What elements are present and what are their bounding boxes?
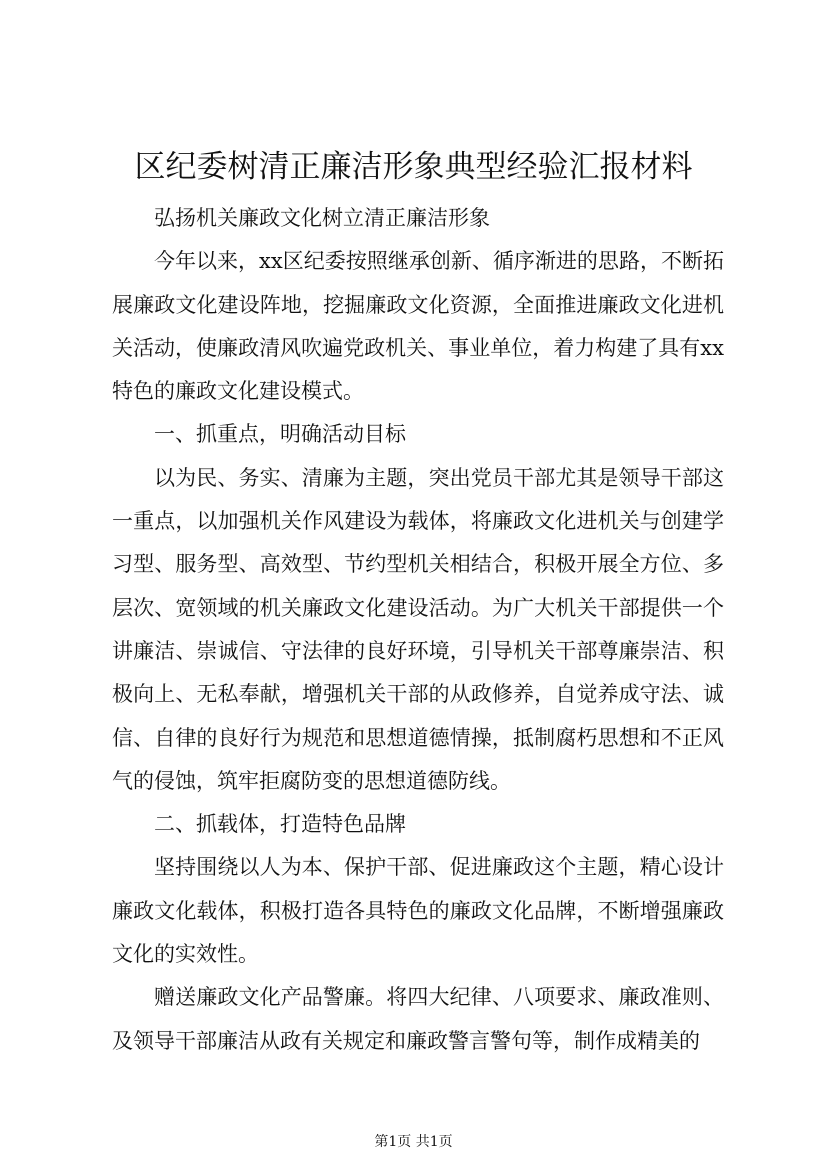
section-heading: 二、抓载体，打造特色品牌 <box>154 812 406 837</box>
subtitle-paragraph: 弘扬机关廉政文化树立清正廉洁形象 <box>154 206 490 230</box>
section-heading: 一、抓重点，明确活动目标 <box>154 422 406 447</box>
document-title: 区纪委树清正廉洁形象典型经验汇报材料 <box>134 149 693 185</box>
document-body <box>112 197 724 1063</box>
body-paragraph: 赠送廉政文化产品警廉。将四大纪律、八项要求、廉政准则、及领导干部廉洁从政有关规定和廉政警言警句等，制作成精美的 <box>112 985 724 1053</box>
body-paragraph: 今年以来，xx区纪委按照继承创新、循序渐进的思路，不断拓展廉政文化建设阵地，挖掘廉政文化资源，全面推进廉政文化进机关活动，使廉政清风吹遍党政机关、事业单位，着力构建了具有xx特色的廉政文化建设模式。 <box>112 249 724 404</box>
page-footer: 第1页 共1页 <box>374 1134 453 1150</box>
body-paragraph: 以为民、务实、清廉为主题，突出党员干部尤其是领导干部这一重点，以加强机关作风建设为载体，将廉政文化进机关与创建学习型、服务型、高效型、节约型机关相结合，积极开展全方位、多层次、宽领域的机关廉政文化建设活动。为广大机关干部提供一个讲廉洁、崇诚信、守法律的良好环境，引导机关干部尊廉崇洁、积极向上、无私奉献，增强机关干部的从政修养，自觉养成守法、诚信、自律的良好行为规范和思想道德情操，抵制腐朽思想和不正风气的侵蚀，筑牢拒腐防变的思想道德防线。 <box>112 465 724 793</box>
body-paragraph: 坚持围绕以人为本、保护干部、促进廉政这个主题，精心设计廉政文化载体，积极打造各具特色的廉政文化品牌，不断增强廉政文化的实效性。 <box>112 855 724 967</box>
